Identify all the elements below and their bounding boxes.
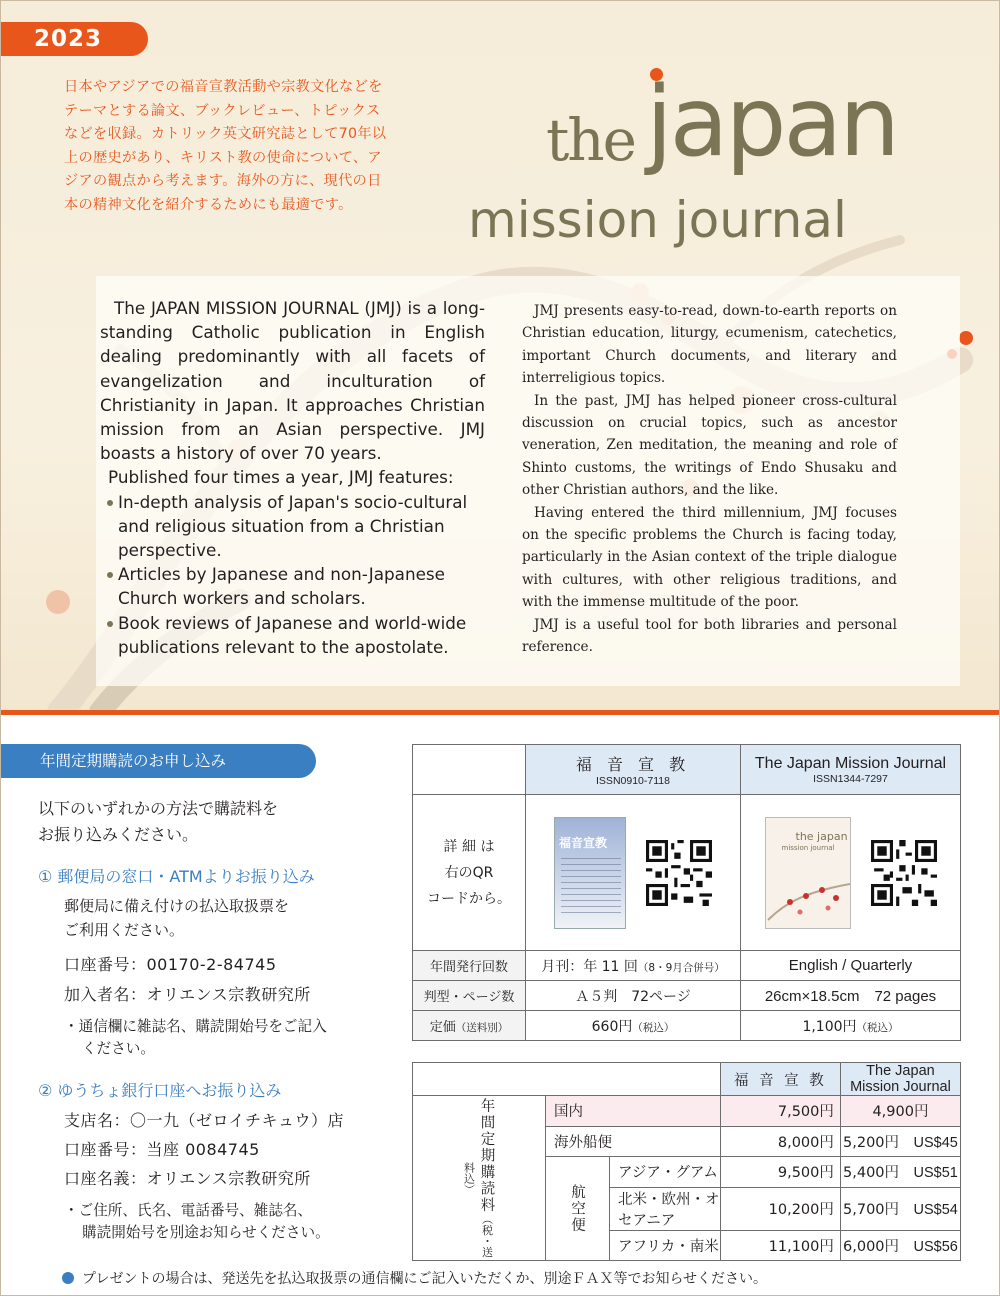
issn: ISSN0910-7118: [596, 775, 670, 787]
method2-note-line: ・ご住所、氏名、電話番号、雑誌名、: [64, 1202, 313, 1219]
lead-line: お振り込みください。: [38, 825, 199, 844]
price-fukuin: 11,100円: [720, 1230, 840, 1261]
region-label: 北米・欧州・オセアニア: [610, 1187, 721, 1230]
price-fukuin: 9,500円: [720, 1157, 840, 1188]
region-label: 国内: [546, 1096, 721, 1127]
table-row: [413, 795, 961, 951]
method2-note: [64, 1200, 384, 1244]
description-paragraph: Published four times a year, JMJ features:: [108, 467, 454, 488]
table-cell: [741, 951, 961, 981]
price-jpy: 5,700円: [843, 1202, 900, 1218]
cell-note: （税込）: [632, 1021, 675, 1034]
cell-value: 1,100円: [802, 1018, 857, 1035]
feature-item: In-depth analysis of Japan's socio-cultural and religious situation from a Christian perspective.: [100, 490, 485, 563]
table-cell: [741, 981, 961, 1011]
price-fukuin: 7,500円: [720, 1096, 840, 1127]
cover-title: 福音宣教: [559, 835, 608, 850]
feature-item: Book reviews of Japanese and world-wide publications relevant to the apostolate.: [100, 611, 485, 659]
price-jmj: [840, 1157, 960, 1188]
method1-text: [64, 894, 289, 942]
table-row: [413, 1096, 961, 1127]
description-paragraph: JMJ is a useful tool for both libraries and personal reference.: [522, 616, 897, 656]
publication-info-table: [412, 744, 961, 1041]
qr-note-line: 右のQR: [444, 864, 494, 881]
method1-note-line: ・通信欄に雑誌名、購読開始号をご記入: [64, 1018, 327, 1035]
side-label-text: 年間定期購読料: [478, 1098, 495, 1214]
qr-code-icon[interactable]: [871, 840, 937, 906]
table-cell: [526, 981, 741, 1011]
air-label-cell: [546, 1157, 610, 1261]
description-left-column: [100, 296, 485, 659]
method1-note-line: ください。: [82, 1040, 155, 1057]
cell-value: 660円: [591, 1018, 633, 1035]
method2-account[interactable]: 口座番号：当座 0084745: [64, 1140, 260, 1159]
price-jmj: [840, 1096, 960, 1127]
cover-blossom-illustration: [766, 862, 851, 929]
row-label: [413, 981, 526, 1011]
logo-the: the: [546, 106, 635, 174]
cell-value: 26cm×18.5cm 72 pages: [764, 988, 937, 1005]
feature-list: [100, 490, 485, 659]
subscription-badge: 年間定期購読のお申し込み: [0, 744, 316, 778]
price-jpy: 5,200円: [843, 1134, 900, 1151]
row-label-text: 定価: [429, 1020, 456, 1035]
row-label-text: 年間発行回数: [429, 960, 508, 975]
cover-fukuin-senkyo: [554, 817, 626, 929]
method1-title: ① 郵便局の窓口・ATMよりお振り込み: [38, 867, 315, 886]
table-header-row: [413, 1063, 961, 1096]
table-cell: [741, 1011, 961, 1041]
publication-name: 福 音 宣 教: [575, 755, 691, 774]
cover-qr-cell: [741, 795, 961, 951]
price-jpy: 5,400円: [843, 1165, 900, 1182]
method1-text-line: ご利用ください。: [64, 921, 185, 939]
price-fukuin: 10,200円: [720, 1187, 840, 1230]
issn: ISSN1344-7297: [813, 772, 888, 785]
table-cell: [526, 951, 741, 981]
section-divider: [0, 710, 1000, 715]
method1-account[interactable]: 口座番号：00170-2-84745: [64, 955, 277, 974]
air-label: 航空便: [569, 1183, 585, 1234]
side-label-cell: [413, 1096, 546, 1261]
logo-mission-journal: mission journal: [468, 191, 847, 249]
price-jpy: 4,900円: [872, 1104, 929, 1121]
description-paragraph: In the past, JMJ has helped pioneer cross-cultural discussion on crucial topics, such as ancestor veneration, Zen meditation, the meaning and role of Shinto customs, the writings of Endo Shusaku and other Christian authors, and the like.: [522, 392, 897, 499]
publication-name: The Japan Mission Journal: [754, 754, 947, 772]
method1-text-line: 郵便局に備え付けの払込取扱票を: [64, 897, 290, 915]
subscription-price-table: [412, 1062, 961, 1261]
cover-qr-cell: [526, 795, 741, 951]
cell-value: English / Quarterly: [788, 957, 913, 974]
journal-logo: [468, 62, 968, 262]
table-cell: [526, 1011, 741, 1041]
price-usd: US$51: [913, 1165, 958, 1182]
row-label-note: （送料別）: [455, 1022, 509, 1034]
cover-jmj: [765, 817, 851, 929]
lead-line: 以下のいずれかの方法で購読料を: [38, 799, 279, 818]
footnote-text: プレゼントの場合は、発送先を払込取扱票の通信欄にご記入いただくか、別途ＦＡＸ等でお知らせください。: [82, 1271, 768, 1287]
region-label: アフリカ・南米: [610, 1230, 721, 1261]
price-usd: US$54: [913, 1202, 958, 1218]
price-usd: US$45: [913, 1134, 958, 1151]
header-fukuin-senkyo: 福 音 宣 教: [720, 1063, 840, 1096]
intro-text-jp: 日本やアジアでの福音宣教活動や宗教文化などをテーマとする論文、ブックレビュー、トピックスなどを収録。カトリック英文研究誌として70年以上の歴史があり、キリスト教の使命について、アジアの観点から考えます。海外の方に、現代の日本の精神文化を紹介するためにも最適です。: [64, 79, 387, 213]
method1-holder: 加入者名：オリエンス宗教研究所: [64, 985, 311, 1004]
method2-holder: 口座名義：オリエンス宗教研究所: [64, 1169, 311, 1188]
qr-code-icon[interactable]: [646, 840, 712, 906]
region-label: アジア・グアム: [610, 1157, 721, 1188]
price-jmj: [840, 1187, 960, 1230]
subscription-lead: [38, 796, 278, 848]
table-row: [413, 981, 961, 1011]
region-label: 海外船便: [546, 1126, 721, 1157]
side-label-note: （税・送料込）: [462, 1161, 494, 1258]
cell-value: 月刊：年 11 回: [541, 958, 638, 975]
header-jmj: The Japan Mission Journal: [840, 1063, 960, 1096]
feature-item: Articles by Japanese and non-Japanese Church workers and scholars.: [100, 562, 485, 610]
cell-note: （税込）: [856, 1021, 899, 1034]
table-header-row: [413, 745, 961, 795]
qr-note-line: 詳 細 は: [443, 838, 495, 855]
cell-note: （8・9月合併号）: [637, 961, 725, 974]
method1-note: [64, 1016, 384, 1060]
description-paragraph: Having entered the third millennium, JMJ focuses on the specific problems the Church is facing today, particularly in the Asian context of the triple dialogue with cultures, with other religious traditions, and with the immense multitude of the poor.: [522, 504, 897, 611]
price-jmj: [840, 1126, 960, 1157]
logo-japan: japan: [646, 66, 898, 178]
row-label: [413, 951, 526, 981]
footnote: [62, 1268, 767, 1288]
row-label-text: 判型・ページ数: [423, 990, 515, 1005]
cover-title: the japan: [795, 829, 848, 843]
method2-branch: 支店名：〇一九（ゼロイチキュウ）店: [64, 1111, 345, 1130]
row-label: [413, 1011, 526, 1041]
header-fukuin-senkyo: [526, 745, 741, 795]
table-corner-cell: [413, 745, 526, 795]
price-jpy: 6,000円: [843, 1238, 900, 1255]
cover-title: mission journal: [781, 843, 835, 852]
description-paragraph: The JAPAN MISSION JOURNAL (JMJ) is a long-standing Catholic publication in English dealing predominantly with all facets of evangelization and inculturation of Christianity in Japan. It approaches Christian mission from an Asian perspective. JMJ boasts a history of over 70 years.: [100, 298, 485, 464]
table-corner-cell: [413, 1063, 721, 1096]
qr-note-cell: [413, 795, 526, 951]
qr-note-line: コードから。: [427, 890, 511, 907]
description-paragraph: JMJ presents easy-to-read, down-to-earth reports on Christian education, liturgy, ecumenism, catechetics, important Church documents, and literary and interreligious topics.: [522, 303, 897, 387]
price-fukuin: 8,000円: [720, 1126, 840, 1157]
bullet-dot-icon: [62, 1272, 74, 1284]
table-row: [413, 951, 961, 981]
price-jmj: [840, 1230, 960, 1261]
price-usd: US$56: [913, 1238, 958, 1255]
method2-note-line: 購読開始号を別途お知らせください。: [82, 1224, 330, 1241]
header-jmj: [741, 745, 961, 795]
cell-value: Ａ５判 72ページ: [575, 988, 691, 1005]
side-label: [461, 1096, 498, 1260]
table-row: [413, 1011, 961, 1041]
method2-title: ② ゆうちょ銀行口座へお振り込み: [38, 1081, 282, 1100]
description-right-column: [522, 300, 897, 659]
year-badge: 2023: [0, 22, 148, 56]
